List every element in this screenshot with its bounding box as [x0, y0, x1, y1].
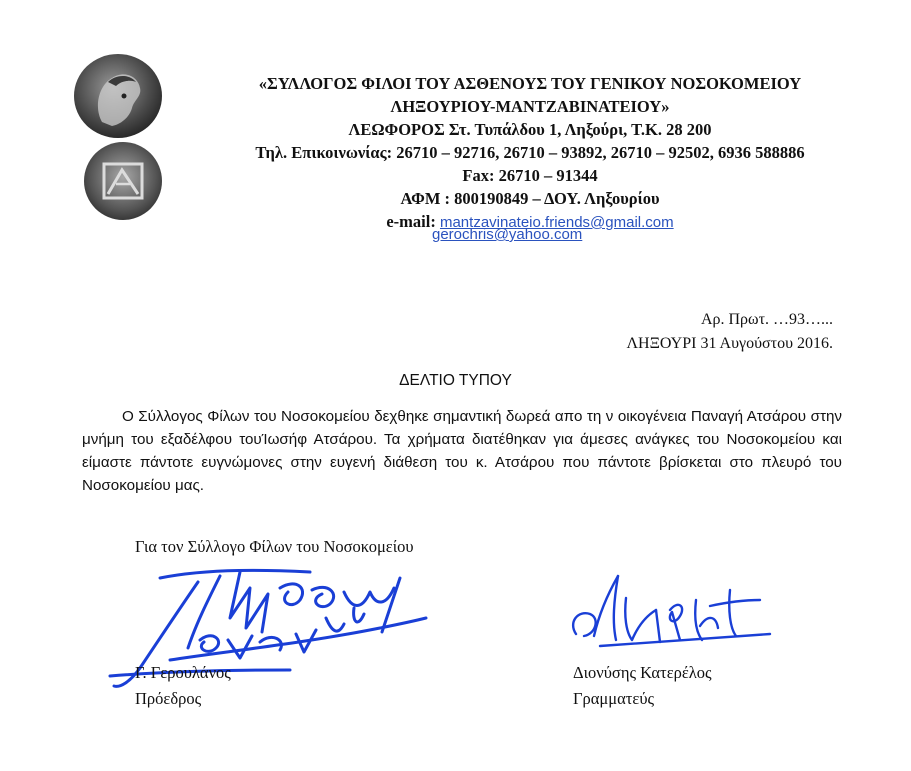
org-name-line1: «ΣΥΛΛΟΓΟΣ ΦΙΛΟΙ ΤΟΥ ΑΣΘΕΝΟΥΣ ΤΟΥ ΓΕΝΙΚΟΥ ΝΟΣΟΚΟΜΕΙΟΥ: [258, 74, 802, 93]
protocol-block: [626, 308, 833, 356]
signer-secretary: [573, 660, 712, 712]
signer-secretary-name: Διονύσης Κατερέλος: [573, 663, 712, 682]
org-fax: Fax: 26710 – 91344: [462, 166, 598, 185]
coin-head-logo: [72, 52, 164, 140]
protocol-number: Αρ. Πρωτ. …93…...: [700, 311, 833, 328]
email-label: e-mail:: [386, 212, 436, 231]
press-release-title: ΔΕΛΤΙΟ ΤΥΠΟΥ: [399, 372, 512, 389]
email-link-1[interactable]: mantzavinateio.friends@gmail.com: [439, 214, 674, 231]
letterhead: [180, 72, 880, 234]
signer-president: [135, 660, 231, 712]
org-name-line2: ΛΗΞΟΥΡΙΟΥ-ΜΑΝΤΖΑΒΙΝΑΤΕΙΟΥ»: [390, 97, 670, 116]
email-link-2[interactable]: gerochris@yahoo.com: [432, 226, 583, 243]
signature-intro: Για τον Σύλλογο Φίλων του Νοσοκομείου: [135, 537, 414, 556]
signer-president-name: Γ. Γερουλάνος: [135, 663, 231, 682]
org-tax-id: ΑΦΜ : 800190849 – ΔΟΥ. Ληξουρίου: [400, 189, 660, 208]
org-address: ΛΕΩΦΟΡΟΣ Στ. Τυπάλδου 1, Ληξούρι, Τ.Κ. 28 200: [348, 120, 712, 139]
org-phones: Τηλ. Επικοινωνίας: 26710 – 92716, 26710 – 93892, 26710 – 92502, 6936 588886: [255, 143, 805, 162]
press-release-body: Ο Σύλλογος Φίλων του Νοσοκομείου δεχθηκε σημαντική δωρεά απο τη ν οικογένεια Παναγή Ατσάρου στην μνήμη του εξαδέλφου τουΊωσήφ Ατσάρου. Τα χρήματα διατέθηκαν για άμεσες ανάγκες του Νοσοκομείου και είμαστε πάντοτε ευγνώμονες στην ευγενή διάθεση του κ. Ατσάρου που πάντοτε βρίσκεται στο πλευρό του Νοσοκομείου μας.: [82, 408, 842, 494]
signer-president-role: Πρόεδρος: [135, 689, 202, 708]
coin-reverse-logo: [82, 140, 164, 222]
signature-secretary: [560, 570, 790, 670]
signer-secretary-role: Γραμματεύς: [573, 689, 655, 708]
document-date: ΛΗΞΟΥΡΙ 31 Αυγούστου 2016.: [626, 335, 833, 352]
